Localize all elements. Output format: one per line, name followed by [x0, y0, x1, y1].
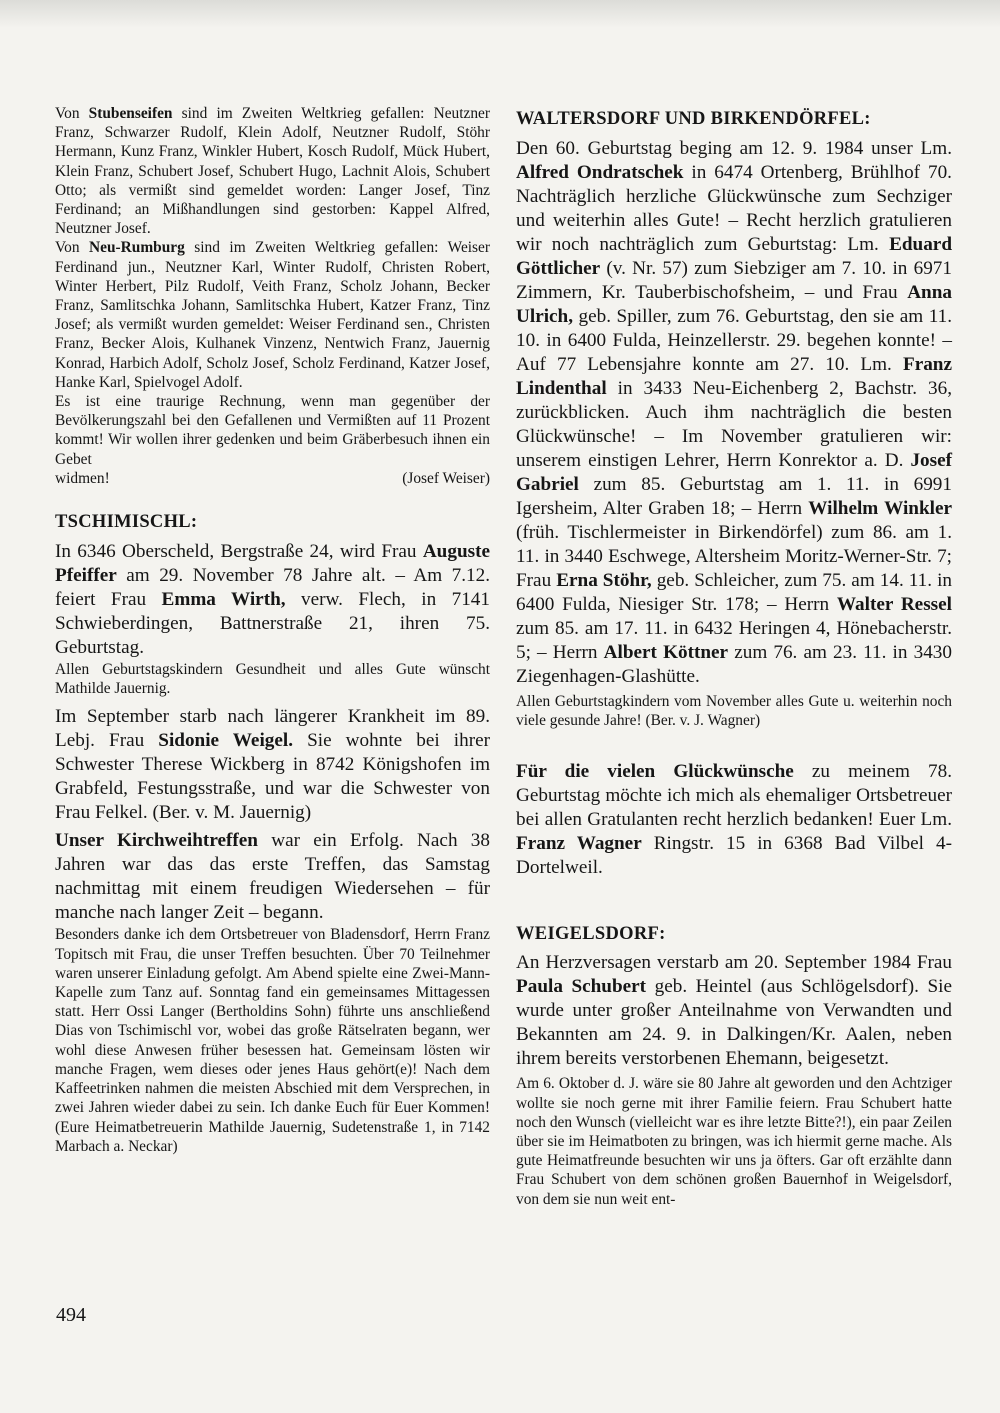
right-column [516, 104, 952, 1209]
weigelsdorf-obituary: An Herzversagen verstarb am 20. September 1984 Frau Paula Schubert geb. Heintel (aus Schlögelsdorf). Sie wurde unter großer Anteilnahme von Verwandten und Bekannten am 24. 9. in Dalkingen/Kr. Aalen, neben ihrem bereits verstorbenen Ehemann, beigesetzt. [516, 952, 952, 1070]
weigelsdorf-memory: Am 6. Oktober d. J. wäre sie 80 Jahre alt geworden und den Achtziger wollte sie noch gerne mit ihrer Familie feiern. Frau Schubert hatte noch den Wunsch (vielleicht war es ihre letzte Bitte?!), ein paar Zeilen über sie im Heimatboten zu bringen, was ich hiermit gerne mache. Als gute Heimatfreunde besuchten wir uns ja öfters. Gar oft erzählte dann Frau Schubert von dem schönen großen Bauernhof in Weigelsdorf, von dem sie nun weit ent- [516, 1075, 952, 1208]
kirchweih-paragraph: Unser Kirchweihtreffen war ein Erfolg. Nach 38 Jahren war das das erste Treffen, das Samstag nachmittag mit einem freudigen Wiedersehen – für manche nach langer Zeit – begann. [55, 830, 490, 924]
page-number: 494 [56, 1304, 86, 1326]
kirchweih-details: Besonders danke ich dem Ortsbetreuer von Bladensdorf, Herrn Franz Topitsch mit Frau, die unser Treffen besuchten. Über 70 Teilnehmer waren unserer Einladung gefolgt. Am Abend spielte eine Zwei-Mann-Kapelle zum Tanz auf. Sonntag fand ein gemeinsames Mittagessen statt. Herr Ossi Langer (Bertholdins Sohn) führte uns anschließend Dias von Tschimischl vor, wobei das große Rätselraten begann, wer wohl diese Anwesen früher besessen hat. Gemeinsam lösten wir manche Fragen, wem dieses oder jenes Haus gehört(e)! Nach dem Kaffeetrinken nahmen die meisten Abschied mit dem Versprechen, in zwei Jahren wieder dabei zu sein. Ich danke Euch für Euer Kommen! (Eure Heimatbetreuerin Mathilde Jauernig, Sudetenstraße 1, in 7142 Marbach a. Neckar) [55, 926, 490, 1155]
weigelsdorf-heading: WEIGELSDORF: [516, 924, 666, 945]
stubenseifen-paragraph: Von Stubenseifen sind im Zweiten Weltkrieg gefallen: Neutzner Franz, Schwarzer Rudolf, Klein Adolf, Neutzner Rudolf, Stöhr Hermann, Kunz Franz, Winkler Hubert, Kosch Rudolf, Mück Hubert, Klein Franz, Schubert Josef, Schubert Hugo, Lachnit Alois, Schubert Otto; als vermißt sind gemeldet worden: Langer Josef, Tinz Ferdinand; an Mißhandlungen sind gestorben: Kappel Alfred, Neutzner Josef. [55, 105, 490, 238]
tschimischl-obituary: Im September starb nach längerer Krankheit im 89. Lebj. Frau Sidonie Weigel. Sie wohnte bei ihrer Schwester Therese Wickberg in 8742 Königshofen im Grabfeld, Festungsstraße, und war die Schwester von Frau Felkel. (Ber. v. M. Jauernig) [55, 706, 490, 824]
tschimischl-birthdays: In 6346 Oberscheld, Bergstraße 24, wird Frau Auguste Pfeiffer am 29. November 78 Jahre alt. – Am 7.12. feiert Frau Emma Wirth, verw. Flech, in 7141 Schwieberdingen, Battnerstraße 21, ihren 75. Geburtstag. [55, 541, 490, 659]
neu-rumburg-paragraph: Von Neu-Rumburg sind im Zweiten Weltkrieg gefallen: Weiser Ferdinand jun., Neutzner Karl, Winter Rudolf, Christen Robert, Winter Herbert, Pilz Rudolf, Veith Franz, Scholz Johann, Becker Franz, Samlitschka Johann, Samlitschka Hubert, Katzer Franz, Tinz Josef; als vermißt wurden gemeldet: Weiser Ferdinand sen., Christen Franz, Becker Alois, Kulhanek Vinzenz, Nentwich Franz, Jauernig Konrad, Harbich Adolf, Scholz Josef, Scholz Ferdinand, Katzer Josef, Hanke Karl, Spielvogel Adolf. [55, 239, 490, 391]
signature: (Josef Weiser) [402, 469, 490, 487]
thanks-paragraph: Für die vielen Glückwünsche zu meinem 78. Geburtstag möchte ich mich als ehemaliger Ortsbetreuer bei allen Gratulanten recht herzlich bedanken! Euer Lm. Franz Wagner Ringstr. 15 in 6368 Bad Vilbel 4-Dortelweil. [516, 761, 952, 879]
waltersdorf-wishes: Allen Geburtstagkindern vom November alles Gute u. weiterhin noch viele gesunde Jahre! (Ber. v. J. Wagner) [516, 693, 952, 730]
tschimischl-heading: TSCHIMISCHL: [55, 512, 198, 533]
page-top-edge [0, 0, 1000, 28]
rechnung-paragraph: Es ist eine traurige Rechnung, wenn man gegenüber der Bevölkerungszahl bei den Gefallenen und Vermißten auf 11 Prozent kommt! Wir wollen ihrer gedenken und beim Gräberbesuch ihnen ein Gebet [55, 393, 490, 468]
waltersdorf-birthdays: Den 60. Geburtstag beging am 12. 9. 1984 unser Lm. Alfred Ondratschek in 6474 Ortenberg, Brühlhof 70. Nachträglich herzliche Glückwünsche zum Sechziger und weiterhin alles Gute! – Recht herzlich gratulieren wir noch nachträglich zum Geburtstag: Lm. Eduard Göttlicher (v. Nr. 57) zum Siebziger am 7. 10. in 6971 Zimmern, Kr. Tauberbischofsheim, – und Frau Anna Ulrich, geb. Spiller, zum 76. Geburtstag, den sie am 11. 10. in 6400 Fulda, Heinzellerstr. 29. begehen konnte! – Auf 77 Lebensjahre konnte am 27. 10. Lm. Franz Lindenthal in 3433 Neu-Eichenberg 2, Bachstr. 36, zurückblicken. Auch ihm nachträglich die besten Glückwünsche! – Im November gratulieren wir: unserem einstigen Lehrer, Herrn Konrektor a. D. Josef Gabriel zum 85. Geburtstag am 1. 11. in 6991 Igersheim, Alter Graben 18; – Herrn Wilhelm Winkler (früh. Tischlermeister in Birkendörfel) zum 86. am 1. 11. in 3440 Eschwege, Altersheim Moritz-Werner-Str. 7; Frau Erna Stöhr, geb. Schleicher, zum 75. am 14. 11. in 6400 Fulda, Niesiger Str. 178; – Herrn Walter Ressel zum 85. am 17. 11. in 6432 Heringen 4, Hönebacherstr. 5; – Herrn Albert Köttner zum 76. am 23. 11. in 3430 Ziegenhagen-Glashütte. [516, 138, 952, 687]
waltersdorf-heading: WALTERSDORF UND BIRKENDÖRFEL: [516, 109, 871, 129]
tschimischl-wishes: Allen Geburtstagskindern Gesundheit und alles Gute wünscht Mathilde Jauernig. [55, 661, 490, 698]
left-column [55, 104, 490, 1156]
signature-line: widmen! (Josef Weiser) [55, 469, 490, 487]
